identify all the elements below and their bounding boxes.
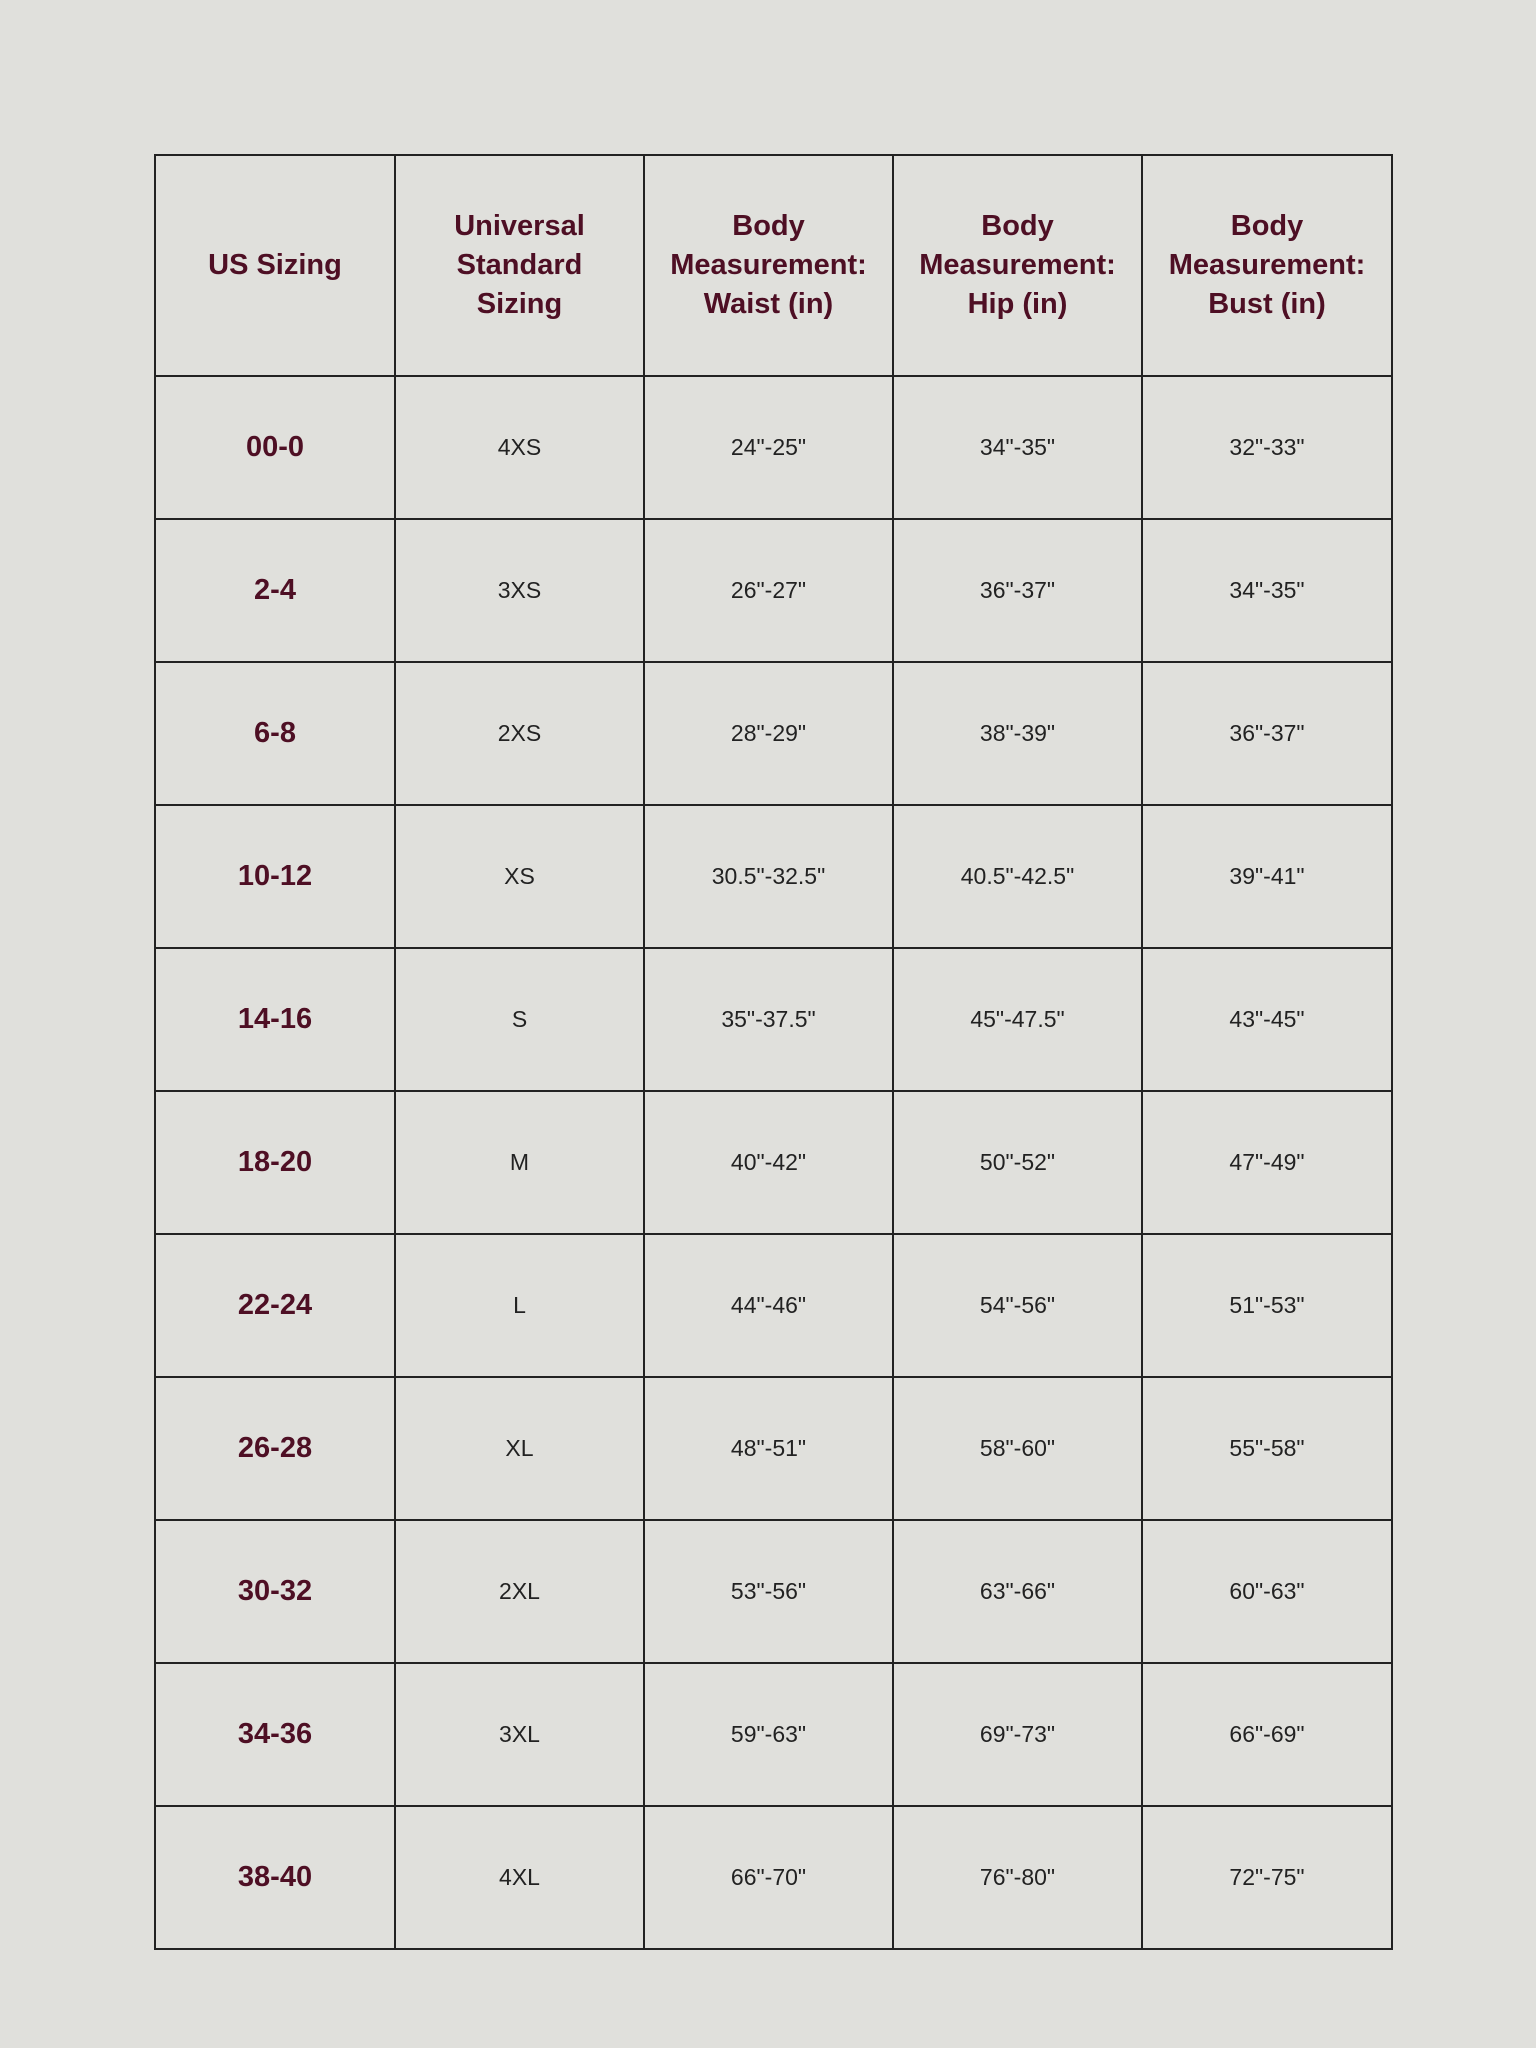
hip-cell: 38"-39" xyxy=(893,662,1142,805)
table-row xyxy=(155,1663,1392,1806)
hip-cell: 34"-35" xyxy=(893,376,1142,519)
table-row xyxy=(155,662,1392,805)
table-row xyxy=(155,948,1392,1091)
us-size-cell: 10-12 xyxy=(155,805,395,948)
waist-cell: 53"-56" xyxy=(644,1520,893,1663)
size-chart-table xyxy=(154,154,1393,1950)
table-row xyxy=(155,1091,1392,1234)
universal-size-cell: XL xyxy=(395,1377,644,1520)
us-size-cell: 30-32 xyxy=(155,1520,395,1663)
waist-cell: 26"-27" xyxy=(644,519,893,662)
table-row xyxy=(155,1806,1392,1949)
waist-cell: 35"-37.5" xyxy=(644,948,893,1091)
hip-cell: 40.5"-42.5" xyxy=(893,805,1142,948)
waist-cell: 40"-42" xyxy=(644,1091,893,1234)
bust-cell: 60"-63" xyxy=(1142,1520,1392,1663)
us-size-cell: 38-40 xyxy=(155,1806,395,1949)
bust-cell: 32"-33" xyxy=(1142,376,1392,519)
header-row xyxy=(155,155,1392,376)
hip-cell: 50"-52" xyxy=(893,1091,1142,1234)
hip-cell: 69"-73" xyxy=(893,1663,1142,1806)
bust-cell: 51"-53" xyxy=(1142,1234,1392,1377)
us-size-cell: 2-4 xyxy=(155,519,395,662)
waist-cell: 66"-70" xyxy=(644,1806,893,1949)
bust-cell: 66"-69" xyxy=(1142,1663,1392,1806)
waist-cell: 59"-63" xyxy=(644,1663,893,1806)
header-universal-standard-sizing: Universal Standard Sizing xyxy=(395,155,644,376)
universal-size-cell: L xyxy=(395,1234,644,1377)
universal-size-cell: 2XS xyxy=(395,662,644,805)
us-size-cell: 6-8 xyxy=(155,662,395,805)
hip-cell: 63"-66" xyxy=(893,1520,1142,1663)
universal-size-cell: 2XL xyxy=(395,1520,644,1663)
us-size-cell: 34-36 xyxy=(155,1663,395,1806)
hip-cell: 76"-80" xyxy=(893,1806,1142,1949)
universal-size-cell: 3XL xyxy=(395,1663,644,1806)
size-chart-body xyxy=(155,376,1392,1949)
table-row xyxy=(155,805,1392,948)
header-us-sizing: US Sizing xyxy=(155,155,395,376)
table-row xyxy=(155,376,1392,519)
table-row xyxy=(155,1234,1392,1377)
table-row xyxy=(155,1377,1392,1520)
universal-size-cell: 4XS xyxy=(395,376,644,519)
us-size-cell: 00-0 xyxy=(155,376,395,519)
universal-size-cell: 4XL xyxy=(395,1806,644,1949)
us-size-cell: 18-20 xyxy=(155,1091,395,1234)
us-size-cell: 22-24 xyxy=(155,1234,395,1377)
universal-size-cell: M xyxy=(395,1091,644,1234)
bust-cell: 47"-49" xyxy=(1142,1091,1392,1234)
hip-cell: 36"-37" xyxy=(893,519,1142,662)
waist-cell: 24"-25" xyxy=(644,376,893,519)
universal-size-cell: 3XS xyxy=(395,519,644,662)
table-row xyxy=(155,519,1392,662)
waist-cell: 44"-46" xyxy=(644,1234,893,1377)
us-size-cell: 26-28 xyxy=(155,1377,395,1520)
us-size-cell: 14-16 xyxy=(155,948,395,1091)
waist-cell: 28"-29" xyxy=(644,662,893,805)
hip-cell: 54"-56" xyxy=(893,1234,1142,1377)
size-chart-header xyxy=(155,155,1392,376)
waist-cell: 48"-51" xyxy=(644,1377,893,1520)
universal-size-cell: XS xyxy=(395,805,644,948)
waist-cell: 30.5"-32.5" xyxy=(644,805,893,948)
table-row xyxy=(155,1520,1392,1663)
bust-cell: 43"-45" xyxy=(1142,948,1392,1091)
hip-cell: 45"-47.5" xyxy=(893,948,1142,1091)
universal-size-cell: S xyxy=(395,948,644,1091)
bust-cell: 34"-35" xyxy=(1142,519,1392,662)
bust-cell: 36"-37" xyxy=(1142,662,1392,805)
hip-cell: 58"-60" xyxy=(893,1377,1142,1520)
header-hip: Body Measurement: Hip (in) xyxy=(893,155,1142,376)
header-waist: Body Measurement: Waist (in) xyxy=(644,155,893,376)
bust-cell: 39"-41" xyxy=(1142,805,1392,948)
bust-cell: 55"-58" xyxy=(1142,1377,1392,1520)
bust-cell: 72"-75" xyxy=(1142,1806,1392,1949)
header-bust: Body Measurement: Bust (in) xyxy=(1142,155,1392,376)
